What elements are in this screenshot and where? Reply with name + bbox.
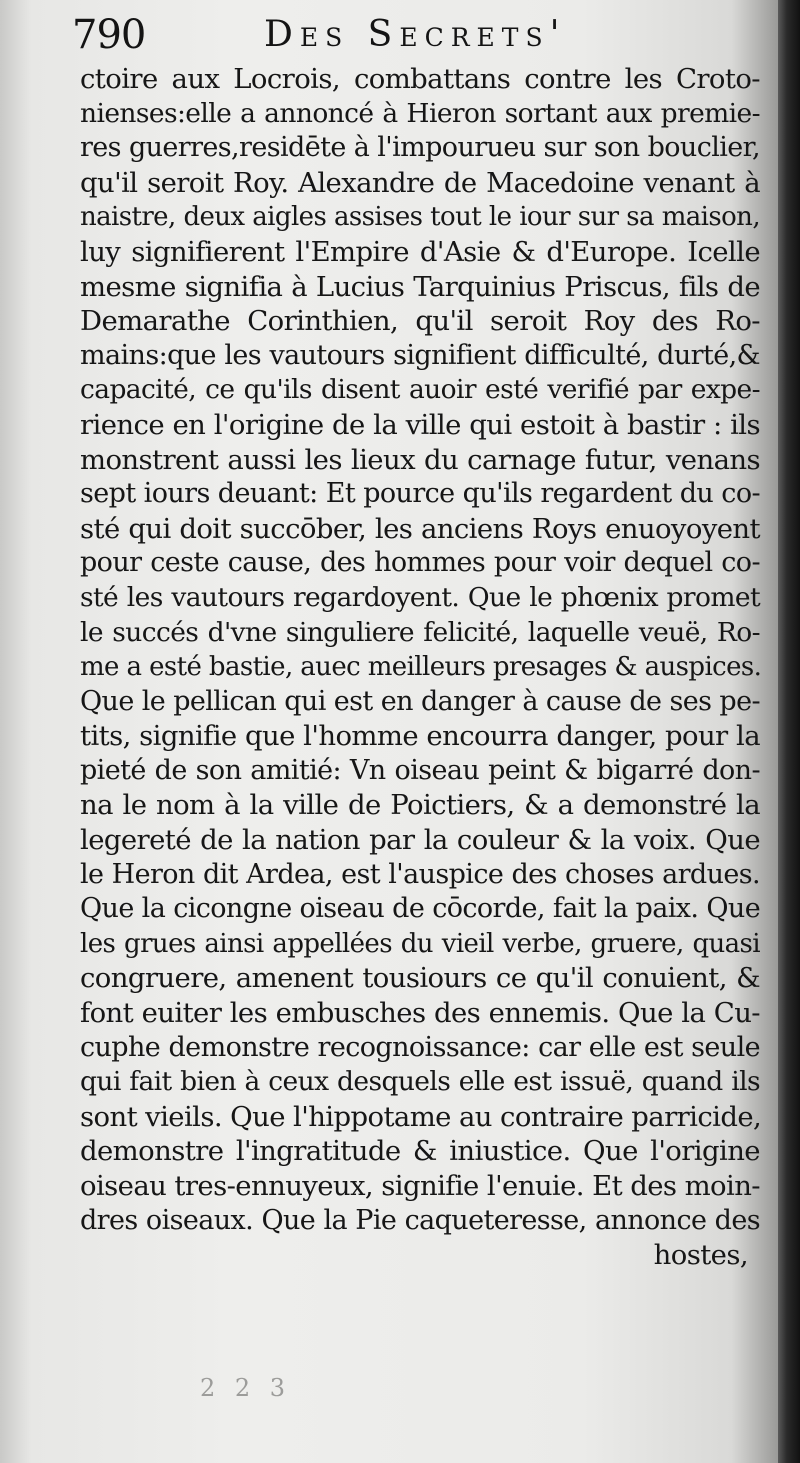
text-line: le Heron dit Ardea, est l'auspice des choses ardues. <box>80 858 760 890</box>
text-line: rience en l'origine de la ville qui estoit à bastir : ils <box>80 408 760 441</box>
text-line: nienses:elle a annoncé à Hieron sortant aux premie- <box>80 97 760 129</box>
text-line: sté qui doit succōber, les anciens Roys enuoyoyent <box>80 512 760 545</box>
text-line: mesme signifia à Lucius Tarquinius Priscus, fils de <box>80 270 760 303</box>
text-line: Que le pellican qui est en danger à cause de ses pe- <box>80 685 760 717</box>
text-line: legereté de la nation par la couleur & la voix. Que <box>80 824 760 857</box>
text-line: cuphe demonstre recognoissance: car elle est seule <box>80 1031 760 1063</box>
text-line: font euiter les embusches des ennemis. Que la Cu- <box>80 997 760 1030</box>
text-line: Demarathe Corinthien, qu'il seroit Roy des Ro- <box>80 305 760 338</box>
page-header <box>72 10 712 68</box>
text-line: sont vieils. Que l'hippotame au contraire parricide, <box>80 1100 762 1133</box>
text-line: capacité, ce qu'ils disent auoir esté verifié par expe- <box>80 374 760 406</box>
text-line: luy signifierent l'Empire d'Asie & d'Europe. Icelle <box>80 235 760 268</box>
text-line: hostes, <box>653 1239 748 1272</box>
page-edge-shadow <box>778 0 800 1463</box>
text-line: sept iours deuant: Et pource qu'ils regardent du co- <box>80 478 760 510</box>
text-line: les grues ainsi appellées du vieil verbe, gruere, quasi <box>80 928 760 959</box>
bleed-through-mark: 2 2 3 <box>200 1374 292 1402</box>
text-line: na le nom à la ville de Poictiers, & a demonstré la <box>80 789 760 822</box>
text-line: le succés d'vne singuliere felicité, laquelle veuë, Ro- <box>80 616 760 648</box>
text-line: qu'il seroit Roy. Alexandre de Macedoine venant à <box>80 166 760 199</box>
body-text <box>80 62 760 1273</box>
text-line: oiseau tres-ennuyeux, signifie l'enuie. Et des moin- <box>80 1170 760 1202</box>
text-line: pour ceste cause, des hommes pour voir dequel co- <box>80 547 760 579</box>
running-title: Des Secrets' <box>264 14 567 55</box>
text-line: me a esté bastie, auec meilleurs presages & auspices. <box>80 652 762 683</box>
text-line: demonstre l'ingratitude & iniustice. Que l'origine <box>80 1135 760 1168</box>
text-line: Que la cicongne oiseau de cōcorde, fait la paix. Que <box>80 893 761 925</box>
text-line: ctoire aux Locrois, combattans contre les Croto- <box>80 63 760 95</box>
text-line: tits, signifie que l'homme encourra danger, pour la <box>80 720 760 753</box>
text-line: sté les vautours regardoyent. Que le phœnix promet <box>80 581 760 613</box>
text-line: naistre, deux aigles assises tout le iour sur sa maison, <box>80 202 760 233</box>
text-line: congruere, amenent tousiours ce qu'il conuient, & <box>80 962 760 995</box>
text-line: qui fait bien à ceux desquels elle est issuë, quand ils <box>80 1066 760 1098</box>
text-line: res guerres,residēte à l'impourueu sur son bouclier, <box>80 132 760 164</box>
text-line: monstrent aussi les lieux du carnage futur, venans <box>80 443 760 476</box>
page-number: 790 <box>72 12 146 58</box>
text-line: pieté de son amitié: Vn oiseau peint & bigarré don- <box>80 754 760 786</box>
text-line: dres oiseaux. Que la Pie caqueteresse, annonce des <box>80 1204 760 1236</box>
text-line: mains:que les vautours signifient difficulté, durté,& <box>80 339 760 371</box>
